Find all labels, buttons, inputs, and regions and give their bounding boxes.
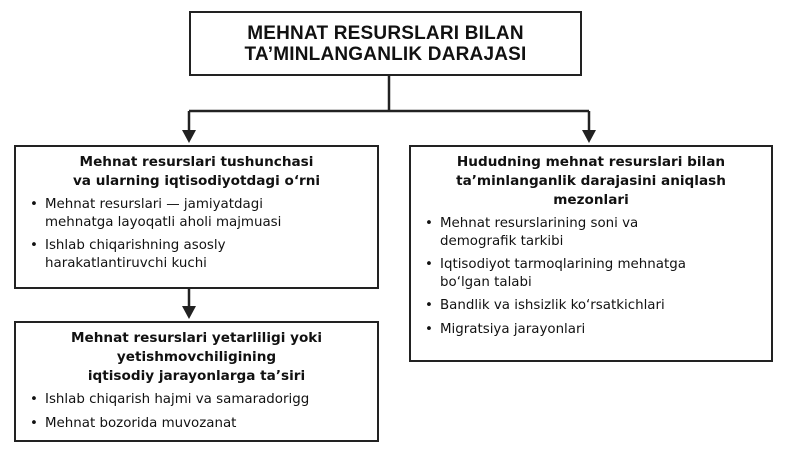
title-line: TA’MINLANGANLIK DARAJASI — [244, 44, 527, 65]
heading-line: yetishmovchiligining — [116, 349, 277, 365]
list-item — [425, 321, 771, 339]
heading-line: va ularning iqtisodiyotdagi o‘rni — [72, 173, 321, 189]
criteria-heading — [411, 147, 771, 210]
list-item — [30, 415, 377, 433]
item-line: • Ishlab chiqarish hajmi va samaradorigg — [45, 392, 310, 407]
item-line: • Mehnat resurslari — jamiyatdagi — [45, 197, 263, 212]
arrowhead-right — [582, 130, 596, 143]
item-line: harakatlantiruvchi kuchi — [45, 255, 207, 271]
item-line: • Ishlab chiqarishning asosly — [45, 238, 226, 253]
list-item — [425, 256, 771, 291]
title-line: MEHNAT RESURSLARI BILAN — [247, 23, 524, 44]
item-line: demografik tarkibi — [440, 233, 564, 249]
criteria-box — [409, 145, 773, 362]
impact-list — [16, 391, 377, 432]
item-line: bo‘lgan talabi — [440, 274, 532, 290]
arrowhead-lower — [182, 306, 196, 319]
title-box — [189, 11, 582, 76]
concept-list — [16, 196, 377, 272]
item-line: • Iqtisodiyot tarmoqlarining mehnatga — [440, 257, 686, 272]
heading-line: mezonlari — [553, 192, 629, 208]
heading-line: Mehnat resurslari tushunchasi — [79, 154, 314, 170]
list-item — [30, 196, 377, 231]
impact-box — [14, 321, 379, 442]
heading-line: Mehnat resurslari yetarliligi yoki — [70, 330, 323, 346]
heading-line: ta’minlanganlik darajasini aniqlash — [456, 173, 726, 189]
heading-line: iqtisodiy jarayonlarga ta’siri — [87, 368, 306, 384]
item-line: mehnatga layoqatli aholi majmuasi — [45, 214, 282, 230]
concept-box — [14, 145, 379, 289]
concept-heading — [16, 147, 377, 191]
item-line: • Migratsiya jarayonlari — [440, 321, 586, 337]
criteria-list — [411, 215, 771, 338]
heading-line: Hududning mehnat resurslari bilan — [456, 154, 726, 170]
impact-heading — [16, 323, 377, 386]
arrowhead-left — [182, 130, 196, 143]
list-item — [30, 391, 377, 409]
list-item — [425, 215, 771, 250]
list-item — [30, 237, 377, 272]
item-line: • Bandlik va ishsizlik ko‘rsatkichlari — [440, 298, 665, 313]
list-item — [425, 297, 771, 315]
item-line: • Mehnat bozorida muvozanat — [45, 415, 237, 431]
diagram-title — [191, 13, 580, 65]
item-line: • Mehnat resurslarining soni va — [440, 216, 639, 231]
